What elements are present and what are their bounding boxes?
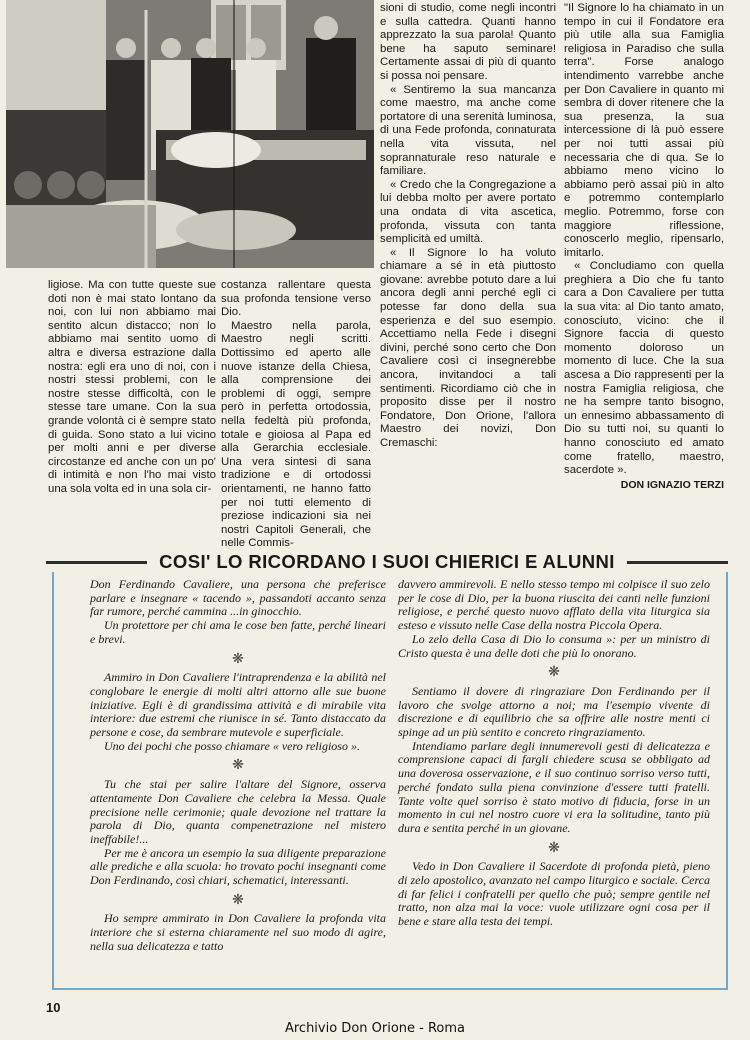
separator-star-icon: ❋ — [232, 651, 244, 667]
testimonial-paragraph: Ho sempre ammirato in Don Cavaliere la profonda vita interiore che si esterna chiaramente nel suo modo di agire, nella sua delicatezza e tatto — [90, 911, 386, 953]
testimonial-paragraph: Uno dei pochi che posso chiamare « vero religioso ». — [104, 738, 360, 753]
box-title: COSI' LO RICORDANO I SUOI CHIERICI E ALUNNI — [159, 551, 615, 572]
paragraph: "Il Signore lo ha chiamato in un tempo in cui il Fondatore era più utile alla sua Famiglia religiosa in Paradiso che sulla terra". Forse analogo intendimento varrebbe anche per Don Cavaliere in quanto mi sembra di dover ritenere che la sua presenza, la sua intercessione di là può essere per noi tutti assai più necessaria che di qua. Se lo abbiamo meno vicino lo abbiamo però assai più in alto e potremmo contemplarlo meglio. Potremmo, forse con maggiore riflessione, conoscerlo meglio, ripensarlo, imitarlo. — [564, 2, 724, 259]
paragraph: « Sentiremo la sua mancanza come maestro, ma anche come portatore di una serenità luminosa, di una Fede profonda, connaturata nella vita vissuta, nel soprannaturale reso naturale e familiare. — [380, 83, 556, 178]
testimonial-paragraph: Don Ferdinando Cavaliere, una persona che preferisce parlare e insegnare « tacendo », passandoti accanto senza far rumore, perché cammina ...in ginocchio. — [90, 577, 386, 619]
testimonials-box — [52, 572, 728, 990]
testimonial-paragraph: Sentiamo il dovere di ringraziare Don Ferdinando per il lavoro che svolge attorno a noi; ma l'esempio vivente di discrezione e di equilibrio che sa offrire alle nostre menti ci spinge ad un più sentito e concreto ringraziamento. — [398, 683, 710, 740]
paragraph: « Credo che la Congregazione a lui debba molto per avere portato una ondata di vita ascetica, profonda, vissuta con tanta semplicità ed umiltà. — [380, 178, 556, 246]
testimonial-paragraph: Tu che stai per salire l'altare del Signore, osserva attentamente Don Cavaliere che celebra la Messa. Quale precisione nelle cerimonie; quale devozione nel trattare la parola di Dio, quanta compenetrazione nel mistero ineffabile!... — [90, 777, 386, 846]
funeral-photo-illustration — [6, 0, 374, 268]
paragraph: Maestro nella parola, Maestro negli scritti. Dottissimo ed aperto alle nuove istanze della Chiesa, alla comprensione dei problemi di oggi, sempre però in perfetta ortodossia, nella fedeltà più profonda, totale e gioiosa al Papa ed alla Gerarchia ecclesiale. Una vera sintesi di sana tradizione e di ortodossi orientamenti, ne hanno fatto per noi tutti elemento di preziose indicazioni sia nei nostri Capitoli Generali, che nelle Commis- — [221, 319, 371, 550]
testimonials-column-left — [90, 578, 386, 954]
heading-rule-right — [627, 561, 728, 564]
article-column-3 — [380, 2, 556, 451]
testimonial-paragraph: Un protettore per chi ama le cose ben fatte, perché lineari e brevi. — [90, 618, 386, 646]
article-column-4 — [564, 2, 724, 492]
archive-footer: Archivio Don Orione - Roma — [284, 1021, 466, 1036]
funeral-photo — [6, 0, 374, 268]
author-signature: DON IGNAZIO TERZI — [620, 478, 724, 491]
separator-star-icon: ❋ — [232, 758, 244, 774]
testimonial-paragraph: Lo zelo della Casa di Dio lo consuma »: per un ministro di Cristo questa è una delle doti che più lo onorano. — [398, 631, 710, 660]
testimonial-paragraph: Intendiamo parlare degli innumerevoli gesti di delicatezza e comprensione capaci di fargli chiedere scusa se obbligato ad una doverosa osservazione, e il suo continuo sorriso verso tutti, perché fondato sulla piena convinzione d'essere tutti fratelli. Tante volte quel sorriso è stato motivo di fiducia, forse in un momento in cui nel nostro cuore vi era la solitudine, tanto più dura e sentita perché in un giovane. — [398, 738, 710, 835]
article-column-2 — [221, 279, 371, 551]
testimonial-paragraph: Ammiro in Don Cavaliere l'intraprendenza e la abilità nel conglobare le energie di molti altri attorno alle sue buone iniziative. Egli è di grandissima attività e di mirabile vita interiore: due estremi che riunisce in sé. Tanto distaccato da persone e cose, da sembrare mutevole e superficiale. — [90, 670, 386, 740]
testimonial-paragraph: davvero ammirevoli. E nello stesso tempo mi colpisce il suo zelo per le cose di Dio, per la buona riuscita dei canti nelle funzioni religiose, e perché questo nuovo afflato della vita liturgica sia esteso e vissuto nelle Case della nostra Piccola Opera. — [398, 577, 710, 633]
paragraph: costanza rallentare questa sua profonda tensione verso Dio. — [221, 279, 371, 319]
separator-star-icon: ❋ — [548, 840, 560, 856]
heading-rule-left — [46, 561, 147, 564]
paragraph: sioni di studio, come negli incontri e sulla cattedra. Quanti hanno apprezzato la sua parola! Quanto bene ha saputo seminare! Certamente assai di più di quanto si possa noi pensare. — [380, 2, 556, 82]
testimonial-paragraph: Per me è ancora un esempio la sua diligente preparazione alle prediche e alla scuola: ho trovato pochi insegnanti come Don Ferdinando, così chiari, schematici, interessanti. — [90, 845, 386, 888]
testimonial-paragraph: Vedo in Don Cavaliere il Sacerdote di profonda pietà, pieno di zelo apostolico, avanzato nel campo liturgico e sociale. Cerca di far felici i confratelli per quello che può; sempre gentile nel tratto, non alza mai la voce: vuole utilizzare ogni cosa per il bene e stare alla testa dei tempi. — [398, 859, 710, 929]
testimonials-column-right — [398, 578, 710, 929]
page-number: 10 — [46, 1000, 61, 1015]
paragraph: « Concludiamo con quella preghiera a Dio che fu tanto cara a Don Cavaliere per tutta la sua vita: al Dio tanto amato, conosciuto, vicino: che il Signore faccia di questo momento doloroso un momento di luce. Che la sua ascesa a Dio rappresenti per la nostra Famiglia religiosa, che ne ha sempre tanto bisogno, un ennesimo abbassamento di Dio su tutti noi, su quanti lo hanno conosciuto ed amato come fratello, maestro, sacerdote ». — [564, 260, 724, 477]
separator-star-icon: ❋ — [548, 665, 560, 681]
separator-star-icon: ❋ — [232, 892, 244, 908]
paragraph: « Il Signore lo ha voluto chiamare a sé in età piuttosto giovane: avrebbe potuto dare a lui ancora degli anni perché egli ci potesse far dono della sua esperienza e del suo esempio. Accettiamo nella Fede i disegni divini, perché sono certo che Don Cavaliere così ci insegnerebbe ancora, invitandoci a tali sentimenti. Ricordiamo ciò che in proposito disse per il nostro Fondatore, Don Orione, l'allora Maestro dei novizi, Don Cremaschi: — [380, 246, 556, 449]
article-column-1 — [48, 279, 216, 497]
paragraph: ligiose. Ma con tutte queste sue doti non è mai stato lontano da noi, con lui non abbiamo mai sentito alcun distacco; non lo abbiamo mai sentito uomo di altra e diversa estrazione dalla nostra: egli era uno di noi, con i nostri stessi problemi, con le nostre stesse difficoltà, con le stesse tare umane. Con la sua grande volontà ci è sempre stato di guida. Sono stato a lui vicino per molti anni e per diverse circostanze ed anche con un po' di intimità e non l'ho mai visto una sola volta ed in una sola cir- — [48, 279, 216, 495]
